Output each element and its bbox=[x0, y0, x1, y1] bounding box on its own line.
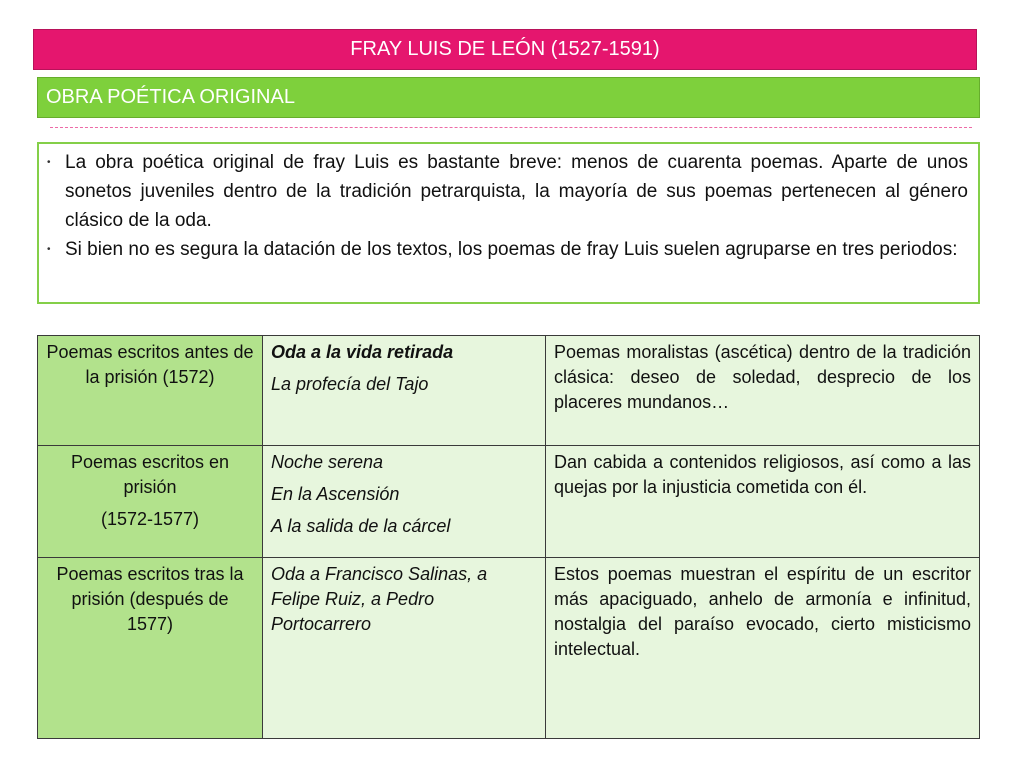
poetry-periods-table bbox=[37, 335, 980, 739]
table-row bbox=[38, 336, 980, 446]
bullet-list bbox=[47, 148, 968, 264]
bullet-text: Si bien no es segura la datación de los textos, los poemas de fray Luis suelen agruparse en tres periodos: bbox=[65, 239, 958, 260]
poems-cell bbox=[263, 558, 546, 739]
bullet-item bbox=[47, 235, 968, 264]
period-cell bbox=[38, 446, 263, 558]
description-cell bbox=[546, 558, 980, 739]
poem-title: Noche serena bbox=[271, 452, 384, 472]
bullet-icon: • bbox=[47, 157, 51, 168]
description-cell bbox=[546, 446, 980, 558]
description-text: Poemas moralistas (ascética) dentro de la tradición clásica: deseo de soledad, desprecio de los placeres mundanos… bbox=[554, 342, 971, 412]
poem-title: La profecía del Tajo bbox=[271, 374, 429, 394]
section-heading-bar bbox=[37, 77, 980, 118]
intro-text-box bbox=[37, 142, 980, 304]
bullet-icon: • bbox=[47, 244, 51, 255]
slide-title-bar bbox=[33, 29, 977, 70]
bullet-item bbox=[47, 148, 968, 235]
section-heading: OBRA POÉTICA ORIGINAL bbox=[46, 86, 295, 108]
description-text: Estos poemas muestran el espíritu de un escritor más apaciguado, anhelo de armonía e infinitud, nostalgia del paraíso evocado, cierto misticismo intelectual. bbox=[554, 564, 971, 659]
period-dates: (1572-1577) bbox=[100, 509, 200, 529]
table-row bbox=[38, 446, 980, 558]
poem-title: Oda a la vida retirada bbox=[271, 342, 454, 362]
description-cell bbox=[546, 336, 980, 446]
table-row bbox=[38, 558, 980, 739]
period-cell bbox=[38, 558, 263, 739]
poem-title: Oda a Francisco Salinas, a Felipe Ruiz, a Pedro Portocarrero bbox=[271, 564, 488, 634]
period-text: Poemas escritos antes de la prisión (1572) bbox=[46, 342, 254, 387]
poems-cell bbox=[263, 446, 546, 558]
period-cell bbox=[38, 336, 263, 446]
bullet-text: La obra poética original de fray Luis es bastante breve: menos de cuarenta poemas. Aparte de unos sonetos juveniles dentro de la tradición petrarquista, la mayoría de sus poemas pertenecen al género clásico de la oda. bbox=[65, 152, 968, 231]
period-text: Poemas escritos en prisión bbox=[70, 452, 230, 497]
poems-cell bbox=[263, 336, 546, 446]
dashed-divider bbox=[50, 127, 972, 128]
description-text: Dan cabida a contenidos religiosos, así como a las quejas por la injusticia cometida con él. bbox=[554, 452, 971, 497]
slide-title: FRAY LUIS DE LEÓN (1527-1591) bbox=[350, 38, 660, 60]
period-text: Poemas escritos tras la prisión (después de 1577) bbox=[56, 564, 244, 634]
poem-title: En la Ascensión bbox=[271, 484, 400, 504]
poem-title: A la salida de la cárcel bbox=[271, 516, 451, 536]
